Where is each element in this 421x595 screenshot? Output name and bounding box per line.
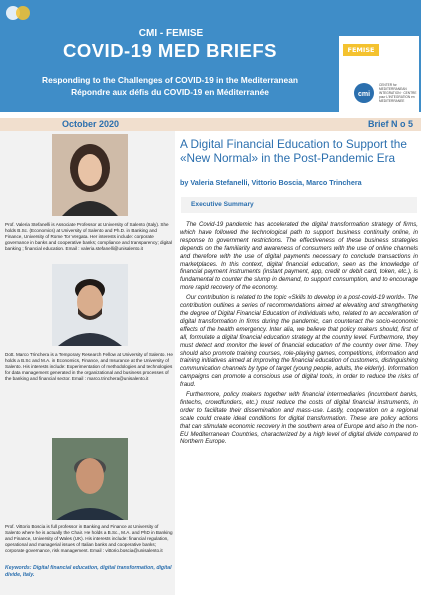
cmi-femise-mini-logo-icon [4, 2, 32, 24]
cmi-logo-icon [353, 82, 375, 104]
author-photo-stefanelli [52, 134, 128, 216]
header-banner [0, 0, 421, 112]
subtitle-french: Répondre aux défis du COVID-19 en Méditerranée [71, 87, 269, 97]
body-paragraph-3: Furthermore, policy makers together with financial intermediaries (incumbent banks, fintechs, crowdfunders, etc.) must reduce the costs of digital financial instruments, in order to facilitate their dissemination and mass-use. Lastly, cooperation on a regional scale could create ideal conditions for digital transformation. These are policy actions that can stimulate economic recovery in the southern area of Europe and also in the non-EU Mediterranean Countries, characterized by a high level of digital divide compared to Northern Europe. [180, 392, 418, 446]
issue-date: October 2020 [62, 119, 120, 129]
bio-trinchera: Dott. Marco Trinchera is a Temporary Research Fellow at University of Salento. He holds a B.Sc and M.A. in Economics, Finance, and Insurance at the University of Salento. His interests include: Experimentation of methodologies and technologies for data management generated in the organizational and business processes of the banking and financial sector. Email : marco.trinchera@unisalento.it [5, 352, 173, 382]
portrait-man-young-icon [52, 264, 128, 346]
body-paragraph-1: The Covid-19 pandemic has accelerated the digital transformation strategy of firms, which have followed the technological path to support business continuity online, in response to government restrictions. The effectiveness of these business strategies depends on the familiarity and awareness of consumers with the use of online channels and therefore with the use of digital payments necessary to conclude transactions in marketplaces. In this context, digital financial education, seen as the knowledge of financial payment instruments (instant payment, app, credit or debit card, token, etc.), is fundamental to counter the slump in demand, to support consumption, and to encourage more rapid recovery of the economy. [180, 222, 418, 292]
brief-number: Brief N o 5 [367, 119, 413, 129]
portrait-woman-icon [52, 134, 128, 216]
brief-title: COVID-19 MED BRIEFS [62, 40, 278, 61]
executive-summary-heading: Executive Summary [191, 201, 254, 208]
subtitle-english: Responding to the Challenges of COVID-19 in the Mediterranean [42, 75, 298, 85]
author-photo-trinchera [52, 264, 128, 346]
bio-stefanelli: Prof. Valeria Stefanelli is Associate Professor at University of Salento (Italy). She holds B.Sc. (Economics) at University of Salento and Ph.D. in Banking and Finance, University of Rome Tor Vergata. Her interests include: corporate governance in banks and cooperative banks; compliance and transparency; digital banking ; financial education. Email : valeria.stefanelli@unisalento.it [5, 222, 173, 252]
bio-boscia: Prof. Vittorio Boscia is full professor in Banking and Finance at University of Salento where he is actually the Chair. He holds a B.Sc., M.A. and PhD in Banking and Finance, University of Wales (UK). His interests include: financial regulation, operational and managerial issues of Italian banks and cooperative banks; corporate governance, risk management. Email : vittorio.boscia@unisalento.it [5, 524, 173, 554]
series-label: CMI - FEMISE [138, 28, 204, 39]
article-title: A Digital Financial Education to Support the «New Normal» in the Post-Pandemic Era [180, 137, 407, 165]
article-authors: by Valeria Stefanelli, Vittorio Boscia, Marco Trinchera [180, 178, 362, 187]
body-paragraph-2: Our contribution is related to the topic «Skills to develop in a post-covid-19 world». The contribution outlines a series of recommendations aimed at elevating and strengthening the degree of Digital Financial Education of individuals who, related to an acceleration of digital transformation in firms during the pandemic, can counteract the socio-economic effects of the health emergency. Inter alia, we believe that policy makers should, first of all, formulate a digital financial education strategy at the country level. Furthermore, they must detect and monitor the level of financial education of the country over time. They should also promote training courses, role-playing games, competitions, information and training initiatives aimed at improving the financial education of customers, distinguishing communication channels by type of target (young people, adults, the elderly). Information campaigns can promote a conscious use of digital tools, in order to reduce the risks of fraud. [180, 295, 418, 389]
article-body [180, 222, 418, 449]
date-bar [0, 118, 421, 131]
cmi-logo-text: CENTER for MEDITERRANEAN INTEGRATION · CENTRE pour L'INTEGRATION en MEDITERRANEE [379, 83, 417, 103]
author-photo-boscia [52, 438, 128, 520]
brand-logos [339, 36, 419, 112]
femise-logo: FEMISE [343, 44, 379, 56]
portrait-man-icon [52, 438, 128, 520]
keywords: Keywords: Digital financial education, digital transformation, digital divide, Italy. [5, 565, 172, 578]
svg-text:cmi: cmi [357, 91, 371, 98]
